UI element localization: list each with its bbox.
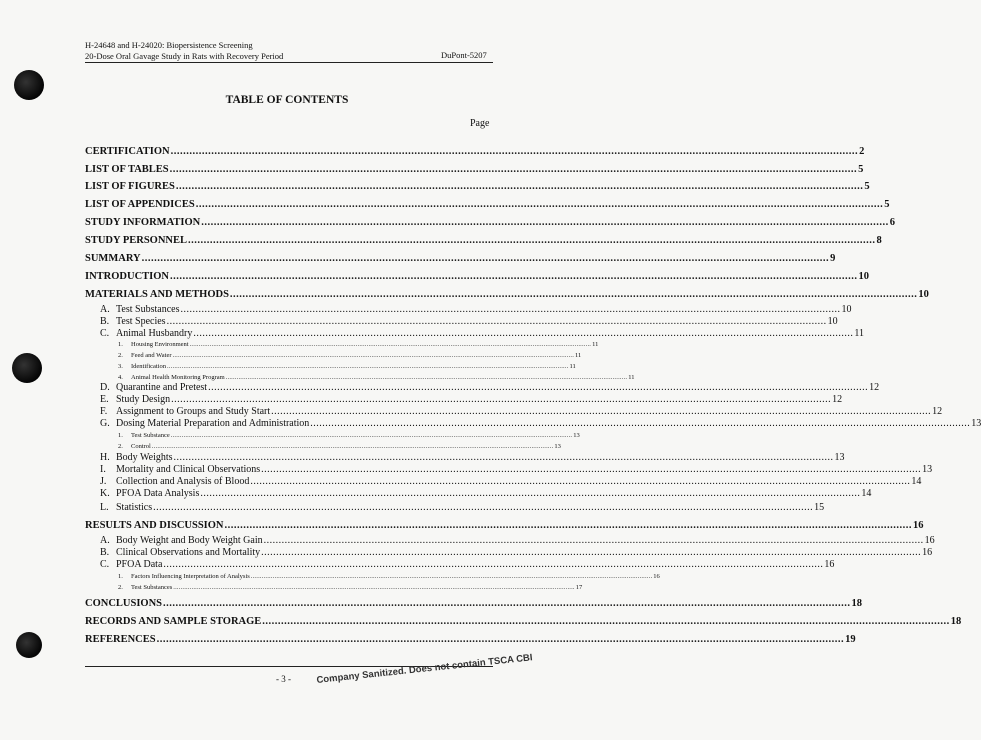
- dot-leader: ............................................................................................................................................................................................................................: [224, 520, 912, 531]
- toc-title: TABLE OF CONTENTS: [225, 94, 349, 106]
- dot-leader: ............................................................................................................................................................................................................................: [173, 452, 834, 463]
- toc-entry-page: 10: [858, 271, 870, 282]
- toc-entry-page: 18: [950, 616, 962, 627]
- binder-hole-bottom: [16, 632, 42, 658]
- dot-leader: ............................................................................................................................................................................................................................: [271, 406, 932, 417]
- toc-entry-index: 2.: [118, 584, 123, 591]
- header-study-subtitle: 20-Dose Oral Gavage Study in Rats with Recovery Period: [85, 51, 284, 61]
- toc-entry-index: 3.: [118, 363, 123, 370]
- toc-entry-index: F.: [100, 406, 108, 417]
- toc-entry-index: E.: [100, 394, 109, 405]
- toc-entry[interactable]: [85, 547, 933, 558]
- page-number: - 3 -: [276, 674, 291, 684]
- toc-entry-label: Test Species: [116, 316, 166, 327]
- toc-entry-label: Test Substances: [116, 304, 180, 315]
- dot-leader: ............................................................................................................................................................................................................................: [153, 502, 814, 513]
- sanitized-stamp: Company Sanitized. Does not contain TSCA CBI: [316, 652, 534, 686]
- toc-entry-label: Dosing Material Preparation and Administration: [116, 418, 310, 429]
- dot-leader: ............................................................................................................................................................................................................................: [193, 328, 854, 339]
- toc-entry-label: Quarantine and Pretest: [116, 382, 208, 393]
- toc-entry[interactable]: [85, 535, 935, 546]
- toc-entry-page: 11: [628, 374, 635, 381]
- toc-entry-page: 16: [653, 573, 660, 580]
- toc-entry[interactable]: [85, 235, 882, 246]
- dot-leader: ............................................................................................................................................................................................................................: [169, 164, 858, 175]
- toc-entry-page: 14: [861, 488, 872, 499]
- toc-entry[interactable]: [85, 488, 872, 499]
- toc-entry[interactable]: [85, 382, 880, 393]
- toc-entry-label: STUDY PERSONNEL: [85, 235, 188, 246]
- toc-entry[interactable]: [85, 598, 863, 609]
- binder-hole-middle: [12, 353, 42, 383]
- toc-entry-label: RECORDS AND SAMPLE STORAGE: [85, 616, 262, 627]
- dot-leader: ............................................................................................................................................................................................................................: [151, 443, 554, 450]
- dot-leader: ............................................................................................................................................................................................................................: [170, 271, 858, 282]
- toc-entry-index: 2.: [118, 352, 123, 359]
- toc-entry-label: PFOA Data Analysis: [116, 488, 200, 499]
- toc-entry-label: CONCLUSIONS: [85, 598, 163, 609]
- toc-entry-page: 13: [971, 418, 981, 429]
- toc-entry-label: LIST OF TABLES: [85, 164, 169, 175]
- dot-leader: ............................................................................................................................................................................................................................: [310, 418, 971, 429]
- toc-entry-page: 10: [918, 289, 929, 300]
- toc-entry-label: CERTIFICATION: [85, 146, 170, 157]
- dot-leader: ............................................................................................................................................................................................................................: [250, 573, 653, 580]
- toc-entry[interactable]: [85, 217, 895, 228]
- toc-entry-page: 11: [854, 328, 865, 339]
- toc-entry[interactable]: [85, 432, 580, 439]
- toc-entry-page: 13: [573, 432, 580, 439]
- dot-leader: ............................................................................................................................................................................................................................: [171, 394, 832, 405]
- toc-entry-page: 16: [913, 520, 924, 531]
- toc-entry-label: Identification: [131, 363, 167, 370]
- dot-leader: ............................................................................................................................................................................................................................: [208, 382, 869, 393]
- dot-leader: ............................................................................................................................................................................................................................: [166, 316, 827, 327]
- toc-entry-index: A.: [100, 535, 110, 546]
- toc-entry-index: B.: [100, 316, 110, 327]
- toc-entry-label: Study Design: [116, 394, 171, 405]
- toc-entry[interactable]: [85, 502, 825, 513]
- toc-entry-label: Clinical Observations and Mortality: [116, 547, 261, 558]
- toc-entry-label: Body Weight and Body Weight Gain: [116, 535, 263, 546]
- toc-entry-page: 5: [864, 181, 870, 192]
- toc-entry[interactable]: [85, 476, 922, 487]
- toc-entry[interactable]: [85, 304, 852, 315]
- toc-entry-label: Mortality and Clinical Observations: [116, 464, 261, 475]
- toc-entry-page: 5: [858, 164, 864, 175]
- toc-entry-page: 12: [932, 406, 943, 417]
- toc-entry-label: Collection and Analysis of Blood: [116, 476, 250, 487]
- toc-entry[interactable]: [85, 559, 835, 570]
- toc-entry[interactable]: [85, 289, 929, 300]
- toc-entry-label: SUMMARY: [85, 253, 141, 264]
- toc-entry-label: Control: [131, 443, 151, 450]
- toc-entry-page: 13: [554, 443, 561, 450]
- toc-entry-page: 10: [841, 304, 852, 315]
- dot-leader: ............................................................................................................................................................................................................................: [189, 341, 592, 348]
- toc-entry-page: 11: [592, 341, 599, 348]
- dot-leader: ............................................................................................................................................................................................................................: [175, 181, 864, 192]
- toc-entry[interactable]: [85, 146, 865, 157]
- toc-entry[interactable]: [85, 584, 583, 591]
- toc-entry[interactable]: [85, 271, 870, 282]
- toc-entry-page: 16: [924, 535, 935, 546]
- dot-leader: ............................................................................................................................................................................................................................: [261, 547, 922, 558]
- toc-entry-page: 11: [569, 363, 576, 370]
- dot-leader: ............................................................................................................................................................................................................................: [141, 253, 830, 264]
- dot-leader: ............................................................................................................................................................................................................................: [225, 374, 628, 381]
- toc-entry-label: RESULTS AND DISCUSSION: [85, 520, 224, 531]
- dot-leader: ............................................................................................................................................................................................................................: [195, 199, 884, 210]
- toc-entry-page: 19: [845, 634, 856, 645]
- toc-entry-index: C.: [100, 559, 110, 570]
- dot-leader: ............................................................................................................................................................................................................................: [172, 352, 575, 359]
- toc-entry-page: 10: [827, 316, 838, 327]
- toc-entry-index: D.: [100, 382, 110, 393]
- toc-entry-index: I.: [100, 464, 106, 475]
- toc-entry-index: K.: [100, 488, 110, 499]
- dot-leader: ............................................................................................................................................................................................................................: [201, 217, 889, 228]
- toc-entry-index: B.: [100, 547, 110, 558]
- toc-entry[interactable]: [85, 573, 660, 580]
- toc-entry-page: 9: [830, 253, 836, 264]
- toc-entry[interactable]: [85, 464, 933, 475]
- toc-entry-label: MATERIALS AND METHODS: [85, 289, 229, 300]
- toc-entry-label: LIST OF FIGURES: [85, 181, 175, 192]
- header-study-title: H-24648 and H-24020: Biopersistence Screening: [85, 40, 253, 50]
- toc-entry-index: L.: [100, 502, 109, 513]
- toc-entry-label: LIST OF APPENDICES: [85, 199, 195, 210]
- toc-entry-page: 11: [575, 352, 582, 359]
- toc-entry-index: 1.: [118, 341, 123, 348]
- toc-entry-label: Animal Husbandry: [116, 328, 193, 339]
- toc-entry-index: H.: [100, 452, 110, 463]
- dot-leader: ............................................................................................................................................................................................................................: [167, 363, 569, 370]
- toc-entry[interactable]: [85, 520, 924, 531]
- dot-leader: ............................................................................................................................................................................................................................: [262, 616, 950, 627]
- toc-entry-label: Factors Influencing Interpretation of Analysis: [131, 573, 250, 580]
- dot-leader: ............................................................................................................................................................................................................................: [163, 559, 824, 570]
- toc-entry[interactable]: [85, 181, 870, 192]
- toc-entry[interactable]: [85, 352, 582, 359]
- toc-entry[interactable]: [85, 164, 864, 175]
- toc-entry-page: 5: [884, 199, 890, 210]
- toc-entry[interactable]: [85, 316, 838, 327]
- dot-leader: ............................................................................................................................................................................................................................: [200, 488, 861, 499]
- toc-entry[interactable]: [85, 418, 981, 429]
- toc-entry-page: 15: [814, 502, 825, 513]
- toc-entry-page: 16: [922, 547, 933, 558]
- toc-entry-label: Housing Environment: [131, 341, 189, 348]
- dot-leader: ............................................................................................................................................................................................................................: [170, 146, 859, 157]
- dot-leader: ............................................................................................................................................................................................................................: [163, 598, 851, 609]
- toc-entry-page: 14: [911, 476, 922, 487]
- toc-entry-label: STUDY INFORMATION: [85, 217, 201, 228]
- toc-entry-index: 1.: [118, 432, 123, 439]
- toc-entry-label: Test Substance: [131, 432, 170, 439]
- toc-entry-page: 6: [889, 217, 895, 228]
- toc-entry-page: 12: [869, 382, 880, 393]
- toc-entry-index: A.: [100, 304, 110, 315]
- toc-entry[interactable]: [85, 374, 635, 381]
- toc-entry-label: Statistics: [116, 502, 153, 513]
- toc-entry-page: 13: [834, 452, 845, 463]
- dot-leader: ............................................................................................................................................................................................................................: [261, 464, 922, 475]
- toc-entry[interactable]: [85, 199, 890, 210]
- dot-leader: ............................................................................................................................................................................................................................: [250, 476, 911, 487]
- toc-entry-index: 1.: [118, 573, 123, 580]
- toc-entry-label: Test Substances: [131, 584, 173, 591]
- toc-entry-page: 12: [832, 394, 843, 405]
- toc-entry-label: REFERENCES: [85, 634, 156, 645]
- dot-leader: ............................................................................................................................................................................................................................: [173, 584, 575, 591]
- dot-leader: ............................................................................................................................................................................................................................: [170, 432, 573, 439]
- toc-entry[interactable]: [85, 253, 836, 264]
- toc-entry-page: 16: [824, 559, 835, 570]
- toc-entry[interactable]: [85, 406, 943, 417]
- toc-entry-label: Animal Health Monitoring Program: [131, 374, 225, 381]
- toc-entry[interactable]: [85, 634, 856, 645]
- toc-entry-index: 2.: [118, 443, 123, 450]
- toc-entry-label: INTRODUCTION: [85, 271, 170, 282]
- dot-leader: ............................................................................................................................................................................................................................: [263, 535, 924, 546]
- dot-leader: ............................................................................................................................................................................................................................: [156, 634, 845, 645]
- toc-entry[interactable]: [85, 394, 843, 405]
- header-document-id: DuPont-5207: [441, 50, 487, 60]
- toc-entry-label: Feed and Water: [131, 352, 172, 359]
- dot-leader: ............................................................................................................................................................................................................................: [180, 304, 841, 315]
- toc-entry-label: Assignment to Groups and Study Start: [116, 406, 271, 417]
- toc-entry[interactable]: [85, 341, 599, 348]
- toc-entry[interactable]: [85, 363, 576, 370]
- page-column-label: Page: [470, 118, 490, 129]
- toc-entry-index: J.: [100, 476, 107, 487]
- toc-entry[interactable]: [85, 452, 845, 463]
- dot-leader: ............................................................................................................................................................................................................................: [188, 235, 876, 246]
- toc-entry[interactable]: [85, 328, 865, 339]
- dot-leader: ............................................................................................................................................................................................................................: [229, 289, 918, 300]
- toc-entry-page: 18: [851, 598, 863, 609]
- toc-entry-page: 13: [922, 464, 933, 475]
- toc-entry[interactable]: [85, 616, 962, 627]
- toc-entry-page: 17: [575, 584, 583, 591]
- toc-entry-label: Body Weights: [116, 452, 173, 463]
- toc-entry-page: 8: [876, 235, 882, 246]
- toc-entry[interactable]: [85, 443, 561, 450]
- toc-entry-page: 2: [859, 146, 865, 157]
- header-divider: [85, 62, 493, 63]
- toc-entry-index: 4.: [118, 374, 123, 381]
- toc-entry-label: PFOA Data: [116, 559, 163, 570]
- toc-entry-index: C.: [100, 328, 110, 339]
- toc-entry-index: G.: [100, 418, 110, 429]
